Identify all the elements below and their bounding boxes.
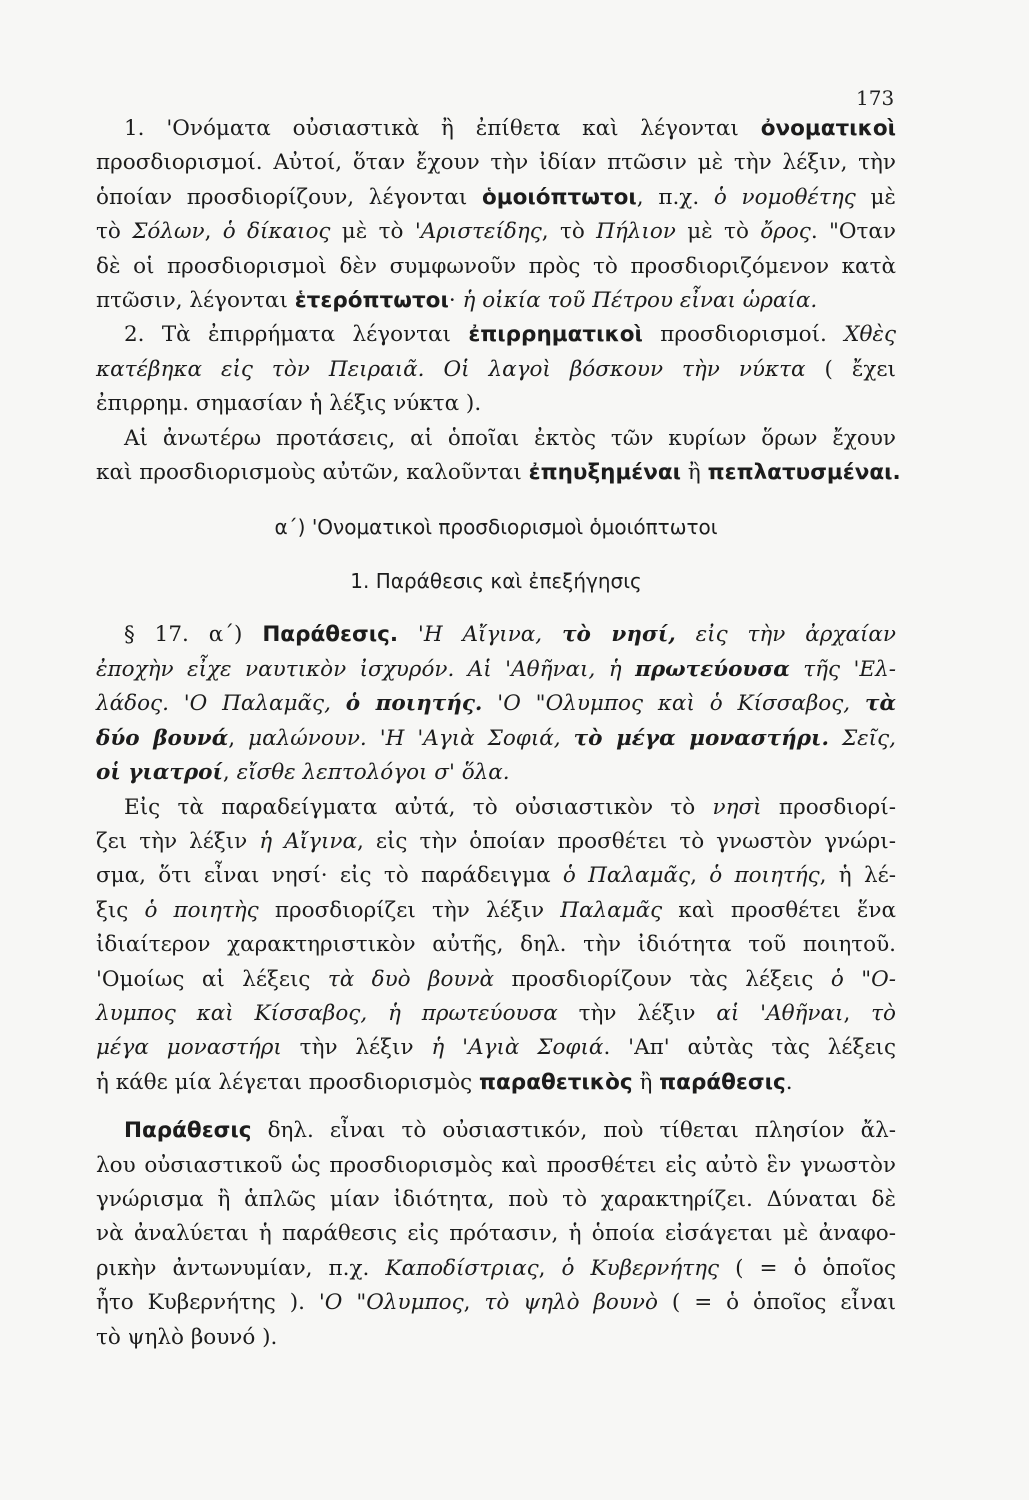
text-segment: λου οὐσιαστικοῦ ὡς προσδιορισμὸς καὶ προσθέτει εἰς αὐτὸ ἓν γνωστὸν [96,1152,896,1178]
text-segment: ὀνοματικοὶ [760,116,896,141]
text-segment: , [222,760,237,786]
text-segment: , [228,725,249,751]
text-line [96,422,896,456]
text-segment: τὰ δυὸ βουνὰ [327,966,495,992]
text-line [96,284,896,318]
text-segment: τὴν λέξιν [281,1035,432,1061]
page-number: 173 [856,86,895,110]
text-line [96,1252,896,1286]
text-segment: πτῶσιν, λέγονται [96,288,295,314]
text-segment: τὸ [96,219,133,245]
text-segment: , [463,1290,485,1316]
text-segment: . [785,1069,793,1095]
text-segment: Πήλιον [596,219,676,245]
text-line [96,963,896,997]
text-segment: ὁ Παλαμᾶς [562,863,691,889]
text-segment: προσδιορίζει τὴν λέξιν [258,897,561,923]
text-segment: ὁ "Ο- [830,966,897,992]
text-segment: . 'Απ' αὐτὰς τὰς λέξεις [603,1035,896,1061]
text-segment: μαλώνουν. 'Η 'Αγιὰ Σοφιά, [248,725,561,751]
text-segment: ἐποχὴν εἶχε ναυτικὸν ἰσχυρόν. Αἱ 'Αθῆναι, ἡ [96,656,622,682]
text-segment: τὸ ψηλὸ βουνό ). [96,1324,278,1350]
text-segment: Σόλων [132,219,205,245]
text-segment: σμα, ὅτι εἶναι νησί· εἰς τὸ παράδειγμα [96,863,563,889]
text-segment: τὸ ψηλὸ βουνὸ [484,1290,658,1316]
text-segment: 'Ο "Ολυμπος καὶ ὁ Κίσσαβος, [497,691,851,717]
text-line [96,791,896,825]
text-segment: , ἡ λέ- [819,863,896,889]
text-segment: τὸ νησί, [562,622,676,648]
text-segment: προσδιορίζουν τὰς λέξεις [494,966,831,992]
text-segment: προσδιορί- [761,794,896,820]
text-segment: τὸ μέγα μοναστήρι. [573,725,829,751]
text-line [96,353,896,387]
section-heading: α΄) 'Ονοματικοὶ προσδιορισμοὶ ὁμοιόπτωτοι [274,515,718,540]
text-segment [542,622,562,647]
text-segment: Χθὲς [844,322,897,348]
text-segment: ( = ὁ ὁποῖος εἶναι [657,1290,897,1316]
text-segment: ὁμοιόπτωτοι [481,184,637,210]
text-line [96,215,896,249]
text-segment: Παράθεσις [124,1118,252,1144]
text-segment: 'Αριστείδης [414,219,542,245]
text-line [96,1217,896,1251]
text-segment: ὁ ποιητής [709,863,820,889]
text-segment: αἱ 'Αθῆναι [716,1000,844,1026]
text-segment: γνώρισμα ἢ ἁπλῶς μίαν ἰδιότητα, ποὺ τὸ χαρακτηρίζει. Δύναται δὲ [96,1186,896,1212]
text-segment: Καποδίστριας [385,1255,539,1281]
text-line [96,1286,896,1320]
text-line [96,722,896,756]
text-segment: λάδος. 'Ο Παλαμᾶς, [96,691,331,717]
text-segment: , [690,863,710,889]
text-segment: Παλαμᾶς [560,897,663,923]
text-segment [850,691,865,716]
text-segment: ἡ Αἴγινα [259,828,357,854]
text-segment [622,657,635,682]
text-segment: Εἰς τὰ παραδείγματα αὐτά, τὸ οὐσιαστικὸν τὸ [124,794,713,820]
text-segment: 1. 'Ονόματα οὐσιαστικὰ ἢ ἐπίθετα καὶ λέγονται [124,116,761,141]
paragraphs-examples [96,618,896,1100]
text-segment: ζει τὴν λέξιν [96,828,260,854]
text-segment: 'Ο "Ολυμπος [318,1290,464,1316]
text-segment: μὲ [855,184,896,210]
text-segment: , [843,1000,872,1026]
paragraphs-definition [96,1114,896,1355]
text-segment: Αἱ ἀνωτέρω προτάσεις, αἱ ὁποῖαι ἐκτὸς τῶν κυρίων ὅρων ἔχουν [124,425,896,451]
text-segment: πρωτεύουσα [635,656,790,682]
text-segment: τὴν λέξιν [557,1000,717,1026]
text-segment: δὲ οἱ προσδιορισμοὶ δὲν συμφωνοῦν πρὸς τὸ προσδιοριζόμενον κατὰ [96,253,896,279]
text-segment: ἐπιρρηματικοὶ [468,322,643,348]
text-line [96,1321,896,1355]
text-line [96,825,896,859]
text-line [96,1066,896,1100]
text-segment: παραθετικὸς [479,1069,633,1095]
text-segment: . "Οταν [810,219,896,245]
text-segment: ἡ οἰκία τοῦ Πέτρου εἶναι ὡραία. [462,288,818,314]
text-line [96,687,896,721]
text-segment: παράθεσις [659,1069,786,1095]
body-text [96,112,901,1355]
text-segment: 'Ομοίως αἱ λέξεις [96,966,328,992]
text-segment: νησὶ [712,794,762,820]
text-line [96,387,896,421]
text-segment: , π.χ. [636,184,714,210]
text-segment: ἰδιαίτερον χαρακτηριστικὸν αὐτῆς, δηλ. τὴν ἰδιότητα τοῦ ποιητοῦ. [96,932,896,958]
text-line [96,456,901,490]
text-segment: ἡ κάθε μία λέγεται προσδιορισμὸς [96,1069,480,1095]
text-segment [561,726,574,751]
text-segment: ὄρος [760,219,811,245]
text-segment: § 17. α΄) [124,622,263,648]
text-segment: τὰ [865,691,897,717]
text-line [96,1114,896,1148]
text-segment: καὶ προσδιορισμοὺς αὐτῶν, καλοῦνται [96,460,529,486]
text-line [96,1031,896,1065]
text-segment: · [448,288,463,314]
text-segment: ἡ 'Αγιὰ Σοφιά [431,1035,604,1061]
text-segment: , εἰς τὴν ὁποίαν προσθέτει τὸ γνωστὸν γνώρι- [356,828,897,854]
text-line [96,997,896,1031]
text-segment [398,622,418,647]
text-segment: προσδιορισμοί. [642,322,845,348]
text-segment: καὶ προσθέτει ἕνα [662,897,897,923]
text-line [96,318,896,352]
text-segment: ξις [96,897,145,923]
paragraphs-intro [96,112,901,490]
text-segment [790,657,803,682]
text-line [96,928,896,962]
text-segment: δύο βουνά [96,725,229,751]
text-segment: , [204,219,223,245]
text-segment: προσδιορισμοί. Αὐτοί, ὅταν ἔχουν τὴν ἰδίαν πτῶσιν μὲ τὴν λέξιν, τὴν [96,150,896,176]
text-segment [482,691,497,716]
text-segment: εἴσθε λεπτολόγοι σ' ὅλα. [236,760,510,786]
text-line [96,181,896,215]
text-segment: Σεῖς, [841,725,896,751]
text-segment: λυμπος καὶ Κίσσαβος, ἡ πρωτεύουσα [96,1000,558,1026]
text-segment: τὸ [871,1000,896,1026]
text-segment: , τὸ [541,219,597,245]
text-segment [331,691,346,716]
text-segment: κατέβηκα εἰς τὸν Πειραιᾶ. Οἱ λαγοὶ βόσκουν τὴν νύκτα [96,356,806,382]
subsection-heading: 1. Παράθεσις καὶ ἐπεξήγησις [350,569,642,594]
text-segment: ἢ [632,1069,660,1095]
text-segment: ἦτο Κυβερνήτης ). [96,1290,319,1316]
text-segment [676,622,696,647]
text-segment: τῆς 'Ελ- [803,656,896,682]
text-segment: ἐπιρρημ. σημασίαν ἡ λέξις νύκτα ). [96,391,482,417]
text-line [96,756,896,790]
text-segment: νὰ ἀναλύεται ἡ παράθεσις εἰς πρότασιν, ἡ ὁποία εἰσάγεται μὲ ἀναφο- [96,1221,896,1247]
text-segment: ὁποίαν προσδιορίζουν, λέγονται [96,184,482,210]
text-line [96,618,896,652]
text-line [96,112,896,146]
text-segment: , [538,1255,562,1281]
text-line [96,653,896,687]
text-line [96,1183,896,1217]
text-segment: ὁ ποιητὴς [144,897,259,923]
text-line [96,1149,896,1183]
text-segment: μὲ τὸ [330,219,415,245]
text-segment: Παράθεσις. [262,622,399,648]
text-segment: πεπλατυσμέναι. [707,460,901,486]
text-segment: ( ἔχει [805,356,896,382]
text-segment: ὁ Κυβερνήτης [561,1255,720,1281]
text-segment: ἢ [681,460,708,486]
text-segment: ὁ νομοθέτης [713,184,856,210]
text-segment: ὁ δίκαιος [222,219,331,245]
text-segment: μὲ τὸ [675,219,761,245]
text-line [96,894,896,928]
text-segment: δηλ. εἶναι τὸ οὐσιαστικόν, ποὺ τίθεται πλησίον ἄλ- [251,1118,896,1144]
text-segment: ἐπηυξημέναι [528,460,682,486]
text-segment: 2. Τὰ ἐπιρρήματα λέγονται [124,322,469,348]
text-segment: 'Η Αἴγινα, [417,622,543,648]
text-segment: μέγα μοναστήρι [96,1035,282,1061]
text-segment: ( = ὁ ὁποῖος [719,1255,896,1281]
text-segment: εἰς τὴν ἀρχαίαν [695,622,897,648]
text-segment [829,726,842,751]
text-line [96,250,896,284]
text-line [96,146,896,180]
text-segment: ρικὴν ἀντωνυμίαν, π.χ. [96,1255,386,1281]
text-segment: ἑτερόπτωτοι [294,288,449,314]
text-line [96,859,896,893]
text-segment: ὁ ποιητής. [345,691,483,717]
text-segment: οἱ γιατροί [96,760,223,786]
